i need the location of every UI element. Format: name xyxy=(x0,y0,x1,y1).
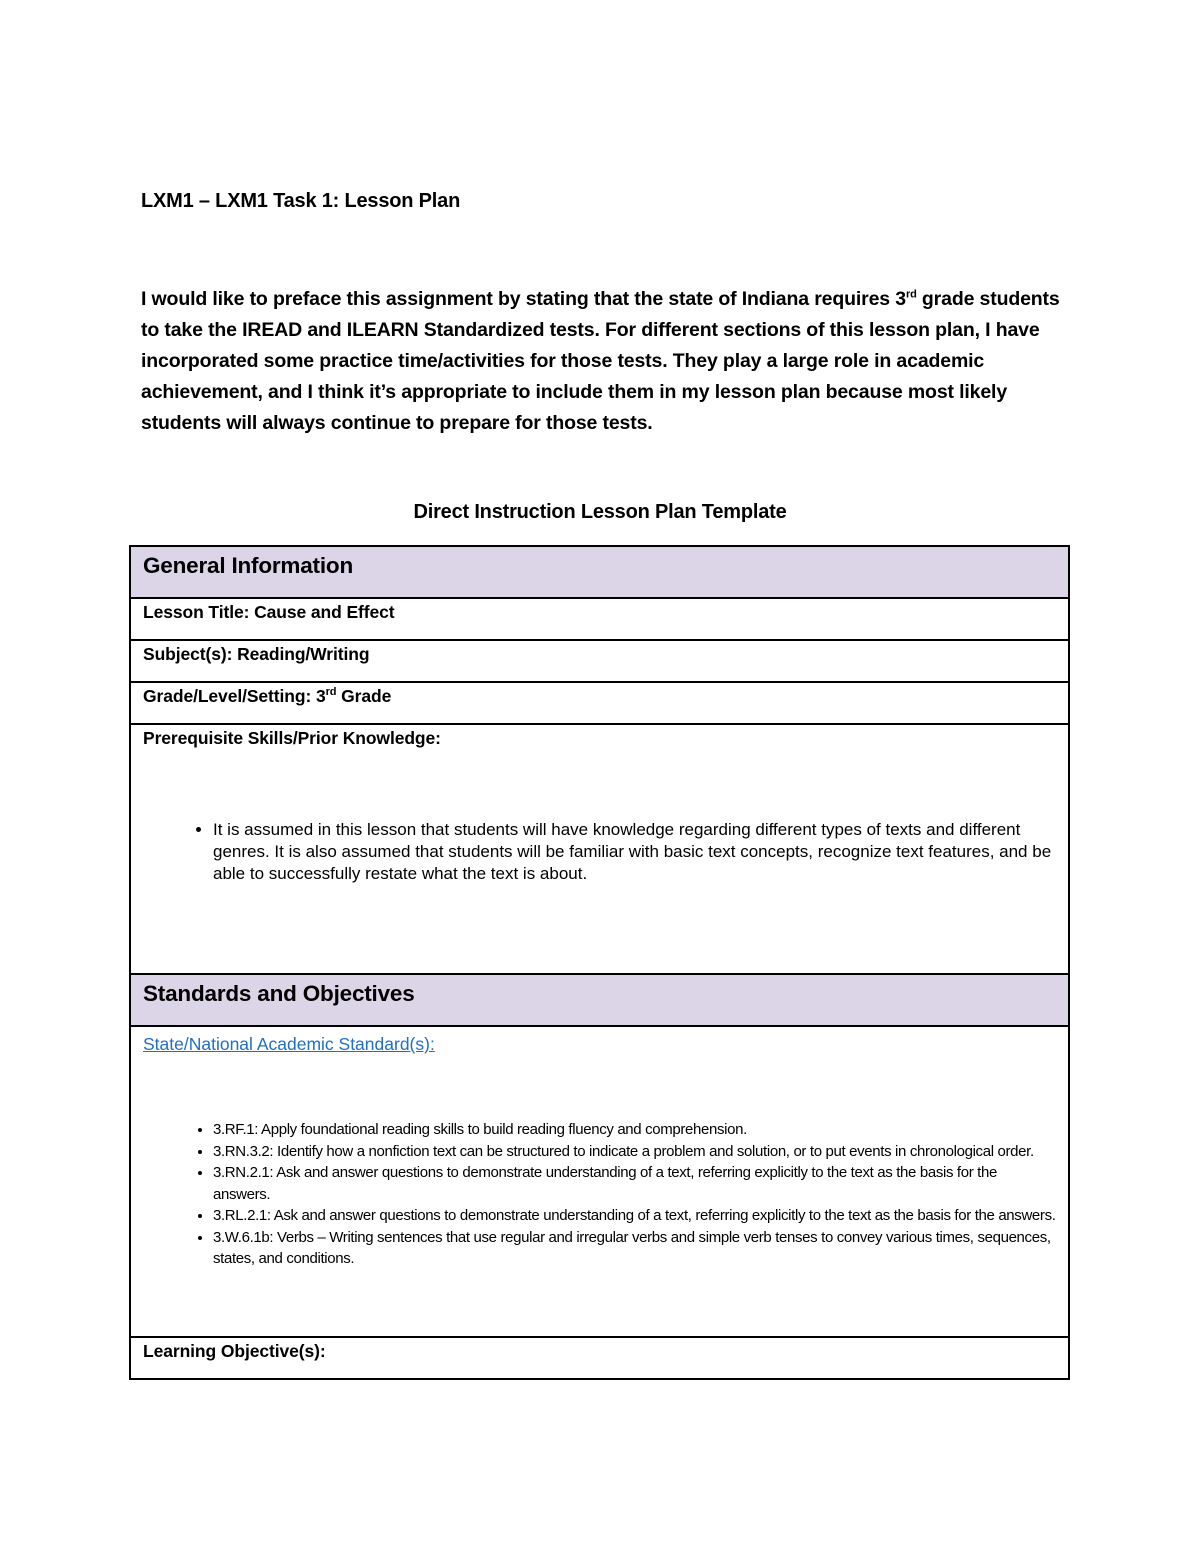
standards-objectives-heading: Standards and Objectives xyxy=(143,981,415,1006)
subjects-cell[interactable] xyxy=(130,640,1069,682)
grade-level-field xyxy=(143,686,1056,707)
grade-level-prefix: Grade/Level/Setting: 3 xyxy=(143,686,326,706)
standards-cell[interactable] xyxy=(130,1026,1069,1337)
learning-objectives-cell[interactable] xyxy=(130,1337,1069,1379)
general-information-header-cell xyxy=(130,546,1069,598)
standards-header-cell xyxy=(130,974,1069,1026)
prerequisite-row xyxy=(130,724,1069,974)
document-title: LXM1 – LXM1 Task 1: Lesson Plan xyxy=(141,190,461,212)
preface-ordinal-suffix: rd xyxy=(905,288,917,301)
prerequisite-list xyxy=(143,819,1056,885)
list-item: • 3.RN.3.2: Identify how a nonfiction text can be structured to indicate a problem and solution, or to put events in chronological order. xyxy=(213,1141,1056,1163)
preface-text-rest: grade students to take the IREAD and ILEARN Standardized tests. For different sections of this lesson plan, I have incorporated some practice time/activities for those tests. They play a large role in academic achievement, and I think it’s appropriate to include them in my lesson plan because most likely students will always continue to prepare for those tests. xyxy=(141,288,1060,434)
list-item: • It is assumed in this lesson that students will have knowledge regarding different types of texts and different genres. It is also assumed that students will be familiar with basic text concepts, recognize text features, and be able to successfully restate what the text is about. xyxy=(213,819,1056,885)
preface-text-start: I would like to preface this assignment by stating that the state of Indiana requires 3 xyxy=(141,288,906,310)
learning-objectives-label: Learning Objective(s): xyxy=(143,1341,326,1361)
lesson-title-row xyxy=(130,598,1069,640)
lesson-title-cell[interactable] xyxy=(130,598,1069,640)
grade-level-row xyxy=(130,682,1069,724)
lesson-plan-table xyxy=(129,545,1070,1380)
prerequisite-label: Prerequisite Skills/Prior Knowledge: xyxy=(143,728,441,748)
grade-ordinal-suffix: rd xyxy=(325,686,337,699)
list-item: • 3.RL.2.1: Ask and answer questions to demonstrate understanding of a text, referring explicitly to the text as the basis for the answers. xyxy=(213,1205,1056,1227)
list-item: • 3.RF.1: Apply foundational reading skills to build reading fluency and comprehension. xyxy=(213,1119,1056,1141)
grade-level-cell[interactable] xyxy=(130,682,1069,724)
learning-objectives-row xyxy=(130,1337,1069,1379)
general-information-heading: General Information xyxy=(143,553,353,578)
general-information-header-row xyxy=(130,546,1069,598)
academic-standards-link[interactable]: State/National Academic Standard(s): xyxy=(143,1034,435,1054)
standards-row xyxy=(130,1026,1069,1337)
list-item: • 3.W.6.1b: Verbs – Writing sentences that use regular and irregular verbs and simple verb tenses to convey various times, sequences, states, and conditions. xyxy=(213,1227,1056,1270)
list-item: • 3.RN.2.1: Ask and answer questions to demonstrate understanding of a text, referring explicitly to the text as the basis for the answers. xyxy=(213,1162,1056,1205)
prerequisite-cell[interactable] xyxy=(130,724,1069,974)
template-title: Direct Instruction Lesson Plan Template xyxy=(413,501,787,523)
lesson-title-field: Lesson Title: Cause and Effect xyxy=(143,602,395,622)
subjects-row xyxy=(130,640,1069,682)
standards-header-row xyxy=(130,974,1069,1026)
grade-level-suffix: Grade xyxy=(336,686,392,706)
standards-list xyxy=(143,1119,1056,1270)
preface-paragraph xyxy=(141,284,1071,439)
subjects-field: Subject(s): Reading/Writing xyxy=(143,644,370,664)
